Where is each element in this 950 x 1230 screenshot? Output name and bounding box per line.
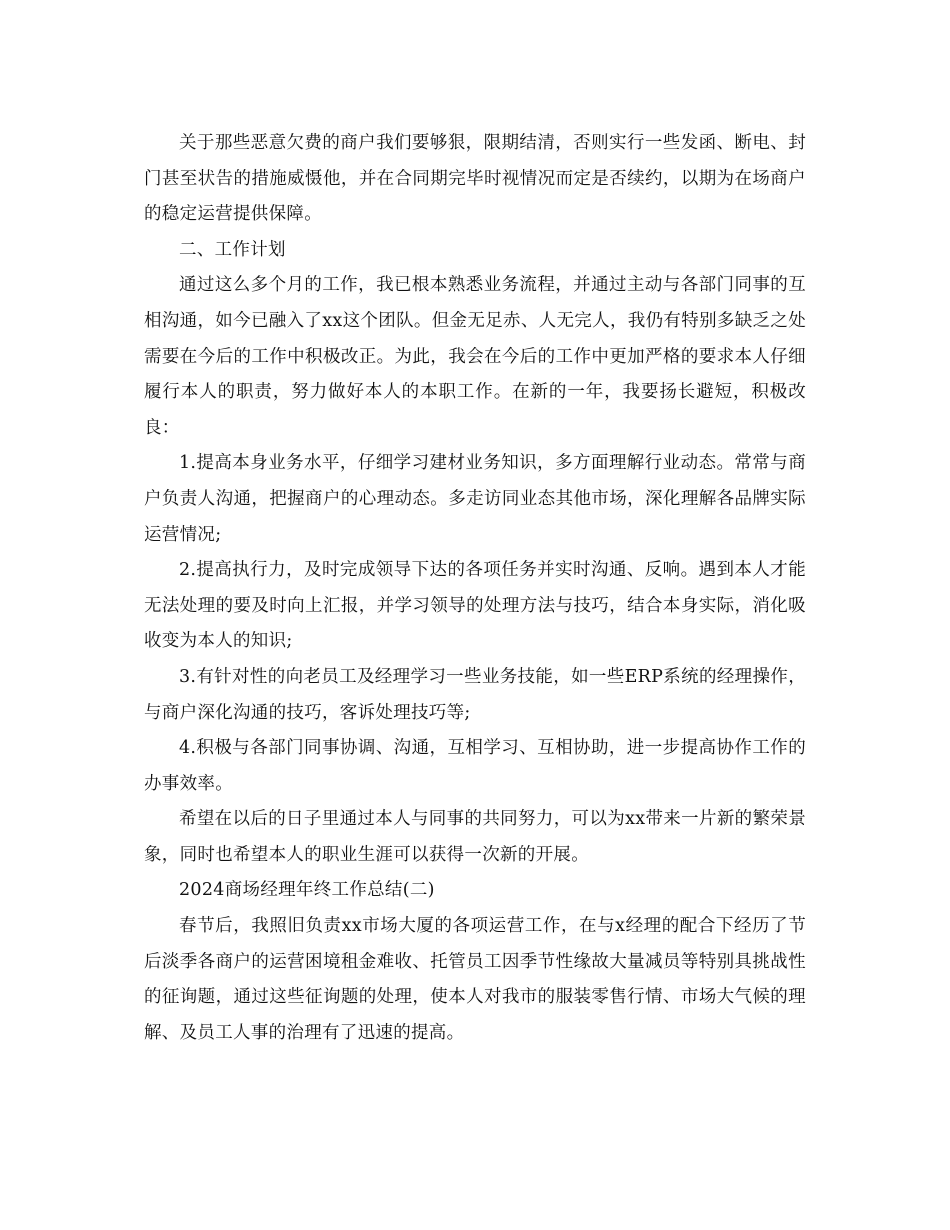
section-heading-work-plan: 二、工作计划	[179, 239, 286, 260]
list-item-3: 3.有针对性的向老员工及经理学习一些业务技能，如一些ERP系统的经理操作，与商户深化沟通的技巧，客诉处理技巧等;	[144, 666, 806, 723]
document-body	[144, 126, 806, 1051]
paragraph-spring-festival: 春节后，我照旧负责xx市场大厦的各项运营工作，在与x经理的配合下经历了节后淡季各商户的运营困境租金难收、托管员工因季节性缘故大量减员等特别具挑战性的征询题，通过这些征询题的处理，使本人对我市的服装零售行情、市场大气候的理解、及员工人事的治理有了迅速的提高。	[144, 916, 806, 1043]
paragraph-work-plan-intro: 通过这么多个月的工作，我已根本熟悉业务流程，并通过主动与各部门同事的互相沟通，如今已融入了xx这个团队。但金无足赤、人无完人，我仍有特别多缺乏之处需要在今后的工作中积极改正。为此，我会在今后的工作中更加严格的要求本人仔细履行本人的职责，努力做好本人的本职工作。在新的一年，我要扬长避短，积极改良：	[144, 275, 806, 438]
list-item-4: 4.积极与各部门同事协调、沟通，互相学习、互相协助，进一步提高协作工作的办事效率。	[144, 738, 806, 794]
list-item-2: 2.提高执行力，及时完成领导下达的各项任务并实时沟通、反响。遇到本人才能无法处理的要及时向上汇报，并学习领导的处理方法与技巧，结合本身实际，消化吸收变为本人的知识;	[144, 560, 806, 652]
paragraph-hope: 希望在以后的日子里通过本人与同事的共同努力，可以为xx带来一片新的繁荣景象，同时也希望本人的职业生涯可以获得一次新的开展。	[144, 809, 806, 865]
list-item-1: 1.提高本身业务水平，仔细学习建材业务知识，多方面理解行业动态。常常与商户负责人沟通，把握商户的心理动态。多走访同业态其他市场，深化理解各品牌实际运营情况;	[144, 453, 806, 545]
section-title-summary-2: 2024商场经理年终工作总结(二)	[179, 880, 435, 901]
paragraph-arrears-merchants: 关于那些恶意欠费的商户我们要够狠，限期结清，否则实行一些发函、断电、封门甚至状告的措施威慑他，并在合同期完毕时视情况而定是否续约，以期为在场商户的稳定运营提供保障。	[144, 133, 806, 225]
